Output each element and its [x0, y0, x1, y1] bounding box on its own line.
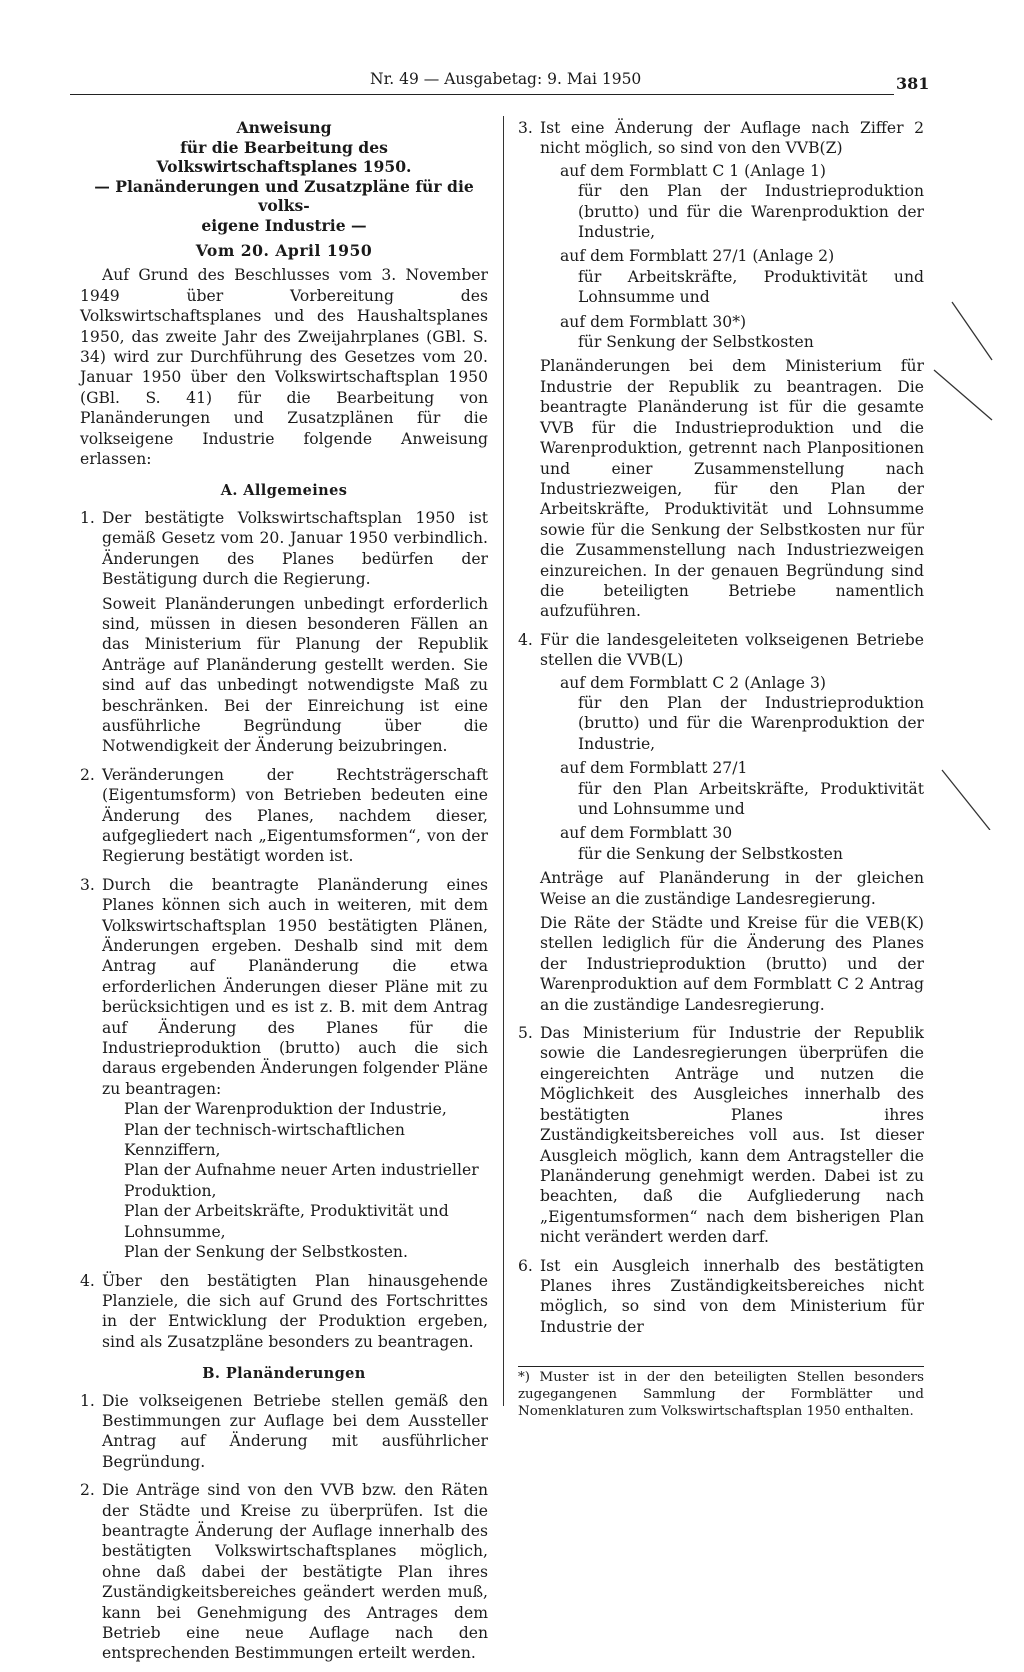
item-text: Das Ministerium für Industrie der Republik sowie die Landesregierungen überprüfen die eingereichten Anträge und nutzen die Möglichkeit des Ausgleiches innerhalb des bestätigten Planes ihres Zuständigkeitsbereiches voll aus. Ist dieser Ausgleich möglich, kann dem Antragsteller die Planänderung genehmigt werden. Dabei ist zu beachten, daß die Aufgliederung nach „Eigentumsformen“ nach dem bisherigen Plan nicht verändert werden darf. — [540, 1024, 924, 1247]
margin-stroke — [952, 302, 992, 360]
b-item-4 — [518, 630, 924, 1015]
form-desc: für den Plan der Industrieproduktion (brutto) und für die Warenproduktion der Industrie, — [578, 182, 924, 242]
b-item-3 — [518, 118, 924, 622]
form-desc: für den Plan Arbeitskräfte, Produktivität und Lohnsumme und — [578, 779, 924, 818]
form-desc: für den Plan der Industrieproduktion (brutto) und für die Warenproduktion der Industrie, — [578, 693, 924, 753]
form-desc: für Senkung der Selbstkosten — [578, 333, 814, 352]
item-number: 1. — [80, 508, 95, 527]
plan-list-item: Plan der Warenproduktion der Industrie, — [124, 1100, 447, 1119]
item-number: 4. — [80, 1271, 95, 1290]
document-title — [80, 118, 488, 235]
column-divider — [503, 116, 504, 1406]
form-line: auf dem Formblatt 27/1 — [560, 759, 748, 778]
item-text: Soweit Planänderungen unbedingt erforderlich sind, müssen in diesen besonderen Fällen an das Ministerium für Planung der Republik Anträge auf Planänderung gestellt werden. Sie sind auf das unbedingt notwendigste Maß zu beschränken. Bei der Einreichung ist eine ausführliche Begründung über die Notwendigkeit der Änderung beizubringen. — [102, 594, 488, 756]
form-entry — [540, 823, 924, 864]
b-item-5 — [518, 1023, 924, 1247]
form-line: auf dem Formblatt 30*) — [560, 312, 747, 331]
form-line: auf dem Formblatt C 1 (Anlage 1) — [560, 161, 826, 180]
section-b-heading: B. Planänderungen — [202, 1365, 366, 1383]
form-line: auf dem Formblatt 27/1 (Anlage 2) — [560, 247, 835, 266]
item-text: Ist ein Ausgleich innerhalb des bestätigten Planes ihres Zuständigkeitsbereiches nicht möglich, so sind von dem Ministerium für Industrie der — [540, 1256, 924, 1336]
plan-list-item: Plan der Aufnahme neuer Arten industrieller Produktion, — [124, 1161, 479, 1200]
left-column — [80, 118, 488, 1672]
form-desc: für Arbeitskräfte, Produktivität und Lohnsumme und — [578, 267, 924, 307]
b-item-2 — [80, 1480, 488, 1664]
item-number: 6. — [518, 1256, 533, 1275]
title-line-2: für die Bearbeitung des Volkswirtschaftsplanes 1950. — [156, 137, 412, 176]
item-text: Anträge auf Planänderung in der gleichen Weise an die zuständige Landesregierung. — [540, 869, 924, 908]
header-rule — [70, 94, 894, 95]
item-number: 5. — [518, 1024, 533, 1043]
item-text: Die Anträge sind von den VVB bzw. den Räten der Städte und Kreise zu überprüfen. Ist die beantragte Änderung der Auflage innerhalb des bestätigten Volkswirtschaftsplanes möglich, ohne daß dabei der bestätigte Plan ihres Zuständigkeitsbereiches geändert werden muß, kann bei Genehmigung des Antrages dem Betrieb eine neue Auflage nach den entsprechenden Bestimmungen erteilt werden. — [102, 1481, 488, 1663]
title-line-3: — Planänderungen und Zusatzpläne für die volks- — [94, 176, 474, 215]
item-text: Über den bestätigten Plan hinausgehende Planziele, die sich auf Grund des Fortschrittes in der Entwicklung der Produktion ergeben, sind als Zusatzpläne besonders zu beantragen. — [102, 1271, 488, 1351]
a-item-3 — [80, 875, 488, 1263]
item-text: Für die landesgeleiteten volkseigenen Betriebe stellen die VVB(L) — [540, 630, 924, 670]
item-text: Die Räte der Städte und Kreise für die VEB(K) stellen lediglich für die Änderung des Planes der Industrieproduktion (brutto) und der Warenproduktion auf dem Formblatt C 2 Antrag an die zuständige Landesregierung. — [540, 914, 924, 1014]
item-number: 2. — [80, 765, 95, 784]
a-item-1 — [80, 508, 488, 757]
item-text: Die volkseigenen Betriebe stellen gemäß den Bestimmungen zur Auflage bei dem Aussteller Antrag auf Änderung mit ausführlicher Begründung. — [102, 1391, 488, 1471]
item-number: 1. — [80, 1391, 95, 1410]
intro-paragraph: Auf Grund des Beschlusses vom 3. November 1949 über Vorbereitung des Volkswirtschaftsplanes und des Haushaltsplanes 1950, das zweite Jahr des Zweijahrplanes (GBl. S. 34) wird zur Durchführung des Gesetzes vom 20. Januar 1950 über den Volkswirtschaftsplan 1950 (GBl. S. 41) für die Bearbeitung von Planänderungen und Zusatzplänen für die volkseigene Industrie folgende Anweisung erlassen: — [80, 266, 488, 469]
item-text: Veränderungen der Rechtsträgerschaft (Eigentumsform) von Betrieben bedeuten eine Änderung des Planes, nachdem dieser, aufgegliedert nach „Eigentumsformen“, von der Regierung bestätigt worden ist. — [102, 765, 488, 866]
page-number: 381 — [896, 74, 930, 93]
form-entry — [540, 673, 924, 755]
form-entry — [540, 246, 924, 307]
document-date: Vom 20. April 1950 — [195, 241, 373, 260]
margin-stroke — [942, 770, 990, 830]
item-text: Ist eine Änderung der Auflage nach Ziffer 2 nicht möglich, so sind von den VVB(Z) — [540, 119, 924, 158]
title-line-1: Anweisung — [236, 118, 332, 137]
issue-line: Nr. 49 — Ausgabetag: 9. Mai 1950 — [370, 70, 642, 88]
form-entry — [540, 312, 924, 353]
item-number: 4. — [518, 630, 533, 649]
section-a-heading: A. Allgemeines — [220, 482, 348, 500]
plan-list — [102, 1099, 488, 1262]
item-text: Planänderungen bei dem Ministerium für Industrie der Republik zu beantragen. Die beantragte Planänderung ist für die gesamte VVB für die Industrieproduktion und die Warenproduktion, getrennt nach Planpositionen und einer Zusammenstellung nach Industriezweigen, für den Plan der Arbeitskräfte, Produktivität und Lohnsumme sowie für die Senkung der Selbstkosten nur für die Zusammenstellung nach Industriezweigen einzureichen. In der genauen Begründung sind die beteiligten Betriebe namentlich aufzuführen. — [540, 357, 924, 621]
footnote: *) Muster ist in der den beteiligten Stellen besonders zugegangenen Sammlung der Formblätter und Nomenklaturen zum Volkswirtschaftsplan 1950 enthalten. — [518, 1366, 924, 1420]
item-text: Der bestätigte Volkswirtschaftsplan 1950 ist gemäß Gesetz vom 20. Januar 1950 verbindlich. Änderungen des Planes bedürfen der Bestätigung durch die Regierung. — [102, 508, 488, 589]
title-line-4: eigene Industrie — — [201, 215, 367, 235]
right-column — [518, 118, 924, 1345]
item-number: 3. — [80, 875, 95, 894]
form-line: auf dem Formblatt 30 — [560, 824, 733, 843]
plan-list-item: Plan der Arbeitskräfte, Produktivität und Lohnsumme, — [124, 1202, 449, 1241]
form-line: auf dem Formblatt C 2 (Anlage 3) — [560, 673, 826, 692]
form-entry — [540, 758, 924, 819]
a-item-4 — [80, 1271, 488, 1353]
form-entry — [540, 161, 924, 243]
item-number: 2. — [80, 1481, 95, 1500]
margin-stroke — [934, 370, 992, 420]
item-text: Durch die beantragte Planänderung eines Planes können sich auch in weiteren, mit dem Volkswirtschaftsplan 1950 bestätigten Plänen, Änderungen ergeben. Deshalb sind mit dem Antrag auf Planänderung die etwa erforderlichen Änderungen dieser Pläne mit zu berücksichtigen und es ist z. B. mit dem Antrag auf Änderung des Planes für die Industrieproduktion (brutto) auch die sich daraus ergebenden Änderungen folgender Pläne zu beantragen: — [102, 875, 488, 1098]
plan-list-item: Plan der Senkung der Selbstkosten. — [124, 1243, 408, 1262]
form-desc: für die Senkung der Selbstkosten — [578, 844, 843, 863]
plan-list-item: Plan der technisch-wirtschaftlichen Kennziffern, — [124, 1120, 405, 1160]
margin-marks — [920, 290, 1000, 830]
b-item-6 — [518, 1256, 924, 1338]
item-number: 3. — [518, 119, 533, 137]
a-item-2 — [80, 765, 488, 867]
